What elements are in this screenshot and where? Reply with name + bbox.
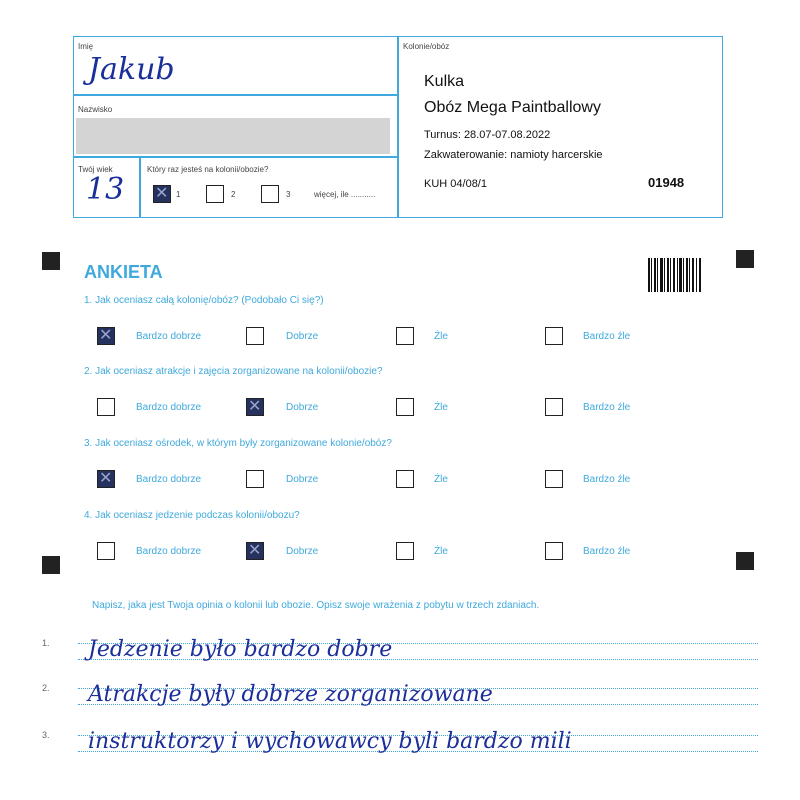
nazwisko-redacted [76,118,390,154]
question-2-option-bardzo-zle: Bardzo źle [583,402,631,413]
opinion-line-3-text[interactable]: instruktorzy i wychowawcy byli bardzo mili [88,729,572,754]
ktory-raz-checkbox-1[interactable] [153,185,171,203]
question-1-checkbox-bardzo-dobrze[interactable] [97,327,115,345]
question-4-option-bardzo-dobrze: Bardzo dobrze [136,546,202,557]
imie-label: Imię [78,42,94,51]
wiek-label: Twój wiek [78,165,113,174]
imie-value: Jakub [88,52,175,87]
question-2-text: 2. Jak oceniasz atrakcje i zajęcia zorganizowane na kolonii/obozie? [84,366,383,377]
question-3-checkbox-zle[interactable] [396,470,414,488]
question-1-checkbox-dobrze[interactable] [246,327,264,345]
opinion-line-2-number: 2. [42,683,50,693]
question-4-checkbox-zle[interactable] [396,542,414,560]
survey-title: ANKIETA [84,262,163,282]
ktory-raz-checkbox-3[interactable] [261,185,279,203]
kolonia-title: Obóz Mega Paintballowy [424,99,601,116]
question-4-checkbox-dobrze[interactable] [246,542,264,560]
question-3-checkbox-dobrze[interactable] [246,470,264,488]
opinion-prompt: Napisz, jaka jest Twoja opinia o kolonii lub obozie. Opisz swoje wrażenia z pobytu w trzech zdaniach. [92,600,540,611]
question-4-option-zle: Źle [434,546,448,557]
question-4-checkbox-bardzo-dobrze[interactable] [97,542,115,560]
registration-marker-top-left [42,252,60,270]
ktory-raz-option-1: 1 [176,190,181,199]
question-3-checkbox-bardzo-dobrze[interactable] [97,470,115,488]
question-3-option-bardzo-zle: Bardzo źle [583,474,631,485]
wiek-value: 13 [86,172,125,207]
question-1-option-dobrze: Dobrze [286,331,319,342]
question-4-option-dobrze: Dobrze [286,546,319,557]
question-3-checkbox-bardzo-zle[interactable] [545,470,563,488]
wiecej-label: więcej, ile ........... [314,190,376,199]
ktory-raz-option-2: 2 [231,190,236,199]
ktory-raz-checkbox-2[interactable] [206,185,224,203]
question-1-option-bardzo-zle: Bardzo źle [583,331,631,342]
ktory-raz-label: Który raz jesteś na kolonii/obozie? [147,165,269,174]
question-3-option-bardzo-dobrze: Bardzo dobrze [136,474,202,485]
question-2-option-zle: Źle [434,402,448,413]
question-3-option-dobrze: Dobrze [286,474,319,485]
question-1-text: 1. Jak oceniasz całą kolonię/obóz? (Podobało Ci się?) [84,295,324,306]
question-2-checkbox-dobrze[interactable] [246,398,264,416]
question-2-checkbox-bardzo-dobrze[interactable] [97,398,115,416]
registration-marker-bottom-left [42,556,60,574]
question-1-option-zle: Źle [434,331,448,342]
question-2-checkbox-zle[interactable] [396,398,414,416]
question-4-option-bardzo-zle: Bardzo źle [583,546,631,557]
form-number: 01948 [648,175,685,190]
question-2-option-bardzo-dobrze: Bardzo dobrze [136,402,202,413]
turnus: Turnus: 28.07-07.08.2022 [424,129,551,141]
question-1-checkbox-bardzo-zle[interactable] [545,327,563,345]
registration-marker-top-right [736,250,754,268]
zakwaterowanie: Zakwaterowanie: namioty harcerskie [424,149,603,161]
nazwisko-label: Nazwisko [78,105,113,114]
question-4-text: 4. Jak oceniasz jedzenie podczas kolonii/obozu? [84,510,300,521]
question-3-option-zle: Źle [434,474,448,485]
kolonia-code: KUH 04/08/1 [424,178,487,190]
question-2-option-dobrze: Dobrze [286,402,319,413]
question-1-option-bardzo-dobrze: Bardzo dobrze [136,331,202,342]
question-1-checkbox-zle[interactable] [396,327,414,345]
question-4-checkbox-bardzo-zle[interactable] [545,542,563,560]
opinion-line-1-text[interactable]: Jedzenie było bardzo dobre [88,637,393,662]
barcode [648,258,702,292]
registration-marker-bottom-right [736,552,754,570]
opinion-line-3-number: 3. [42,730,50,740]
question-3-text: 3. Jak oceniasz ośrodek, w którym były zorganizowane kolonie/obóz? [84,438,392,449]
question-2-checkbox-bardzo-zle[interactable] [545,398,563,416]
opinion-line-2-text[interactable]: Atrakcje były dobrze zorganizowane [88,682,493,707]
kolonia-box [397,36,723,218]
ktory-raz-option-3: 3 [286,190,291,199]
kolonia-label: Kolonie/obóz [403,42,450,51]
opinion-line-1-number: 1. [42,638,50,648]
kolonia-name: Kulka [424,73,465,90]
